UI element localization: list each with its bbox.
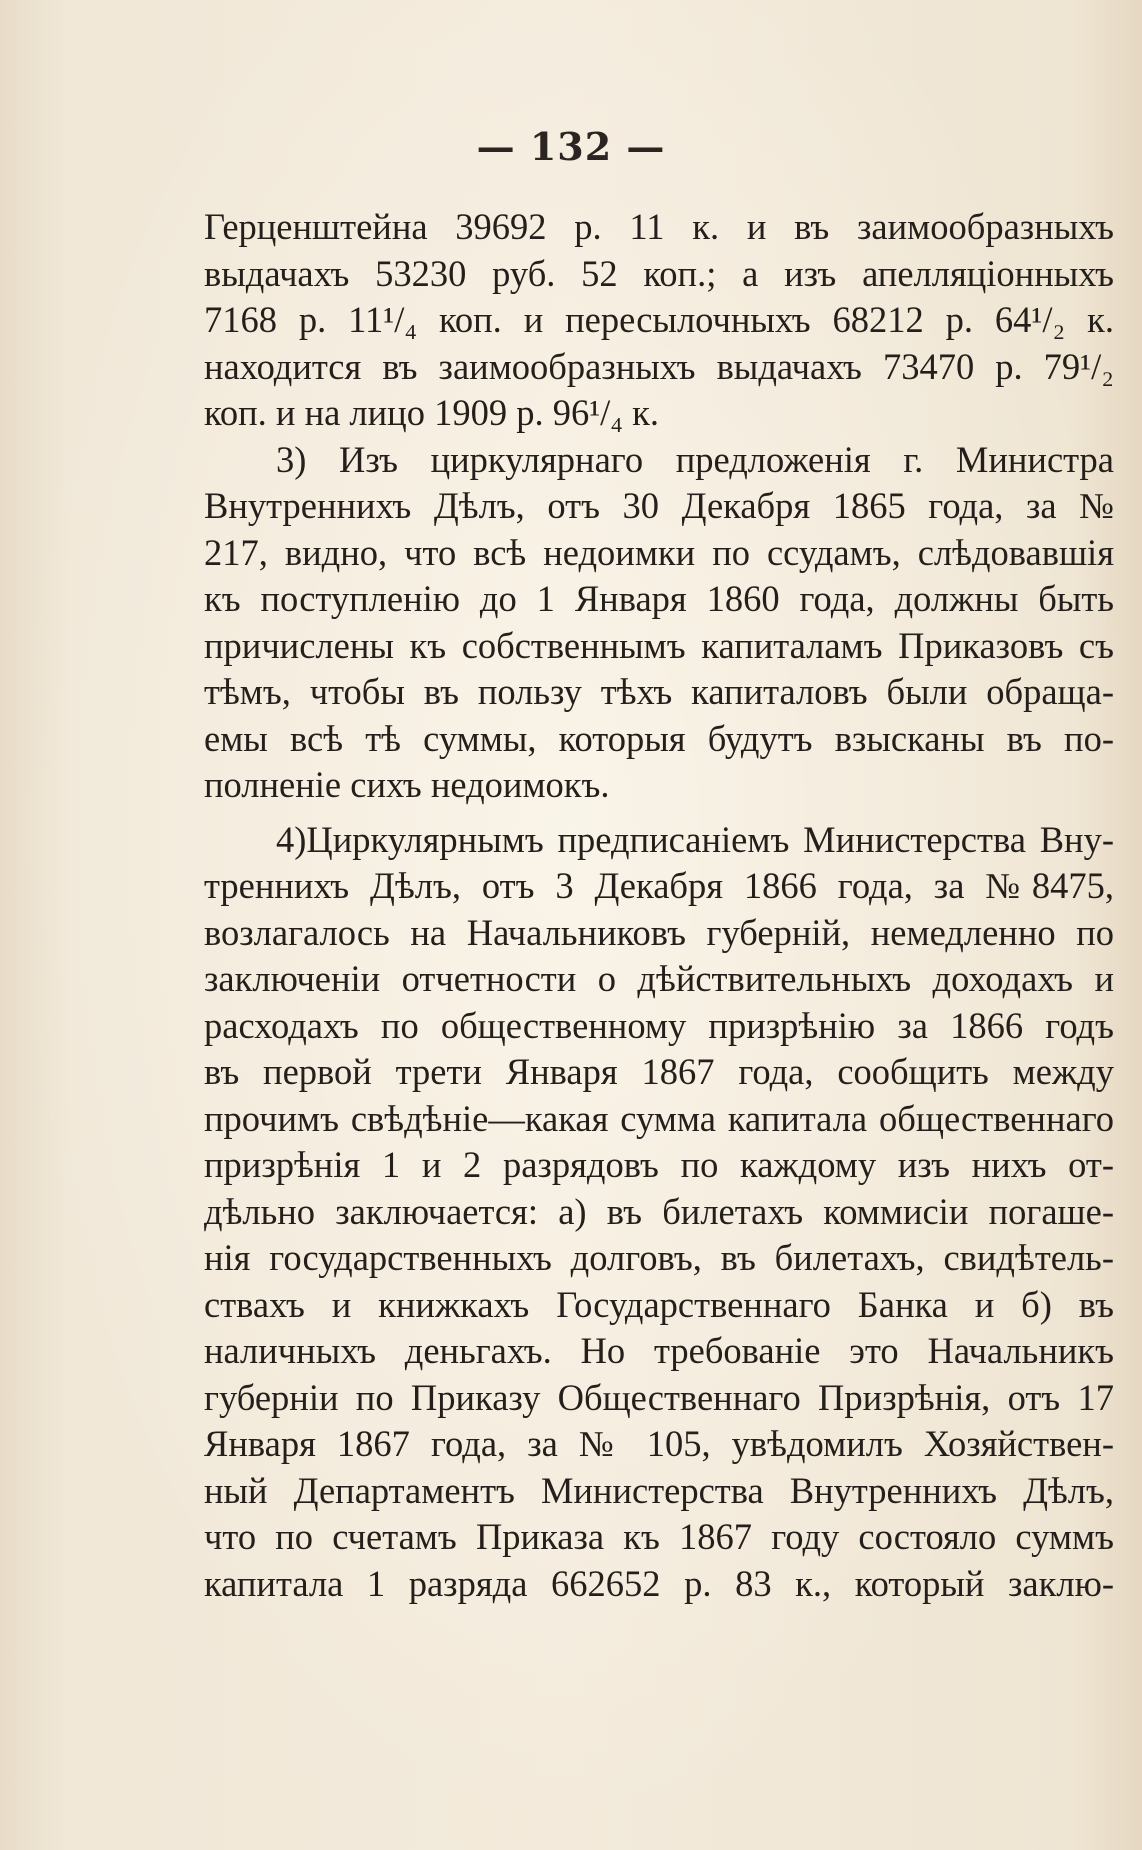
text-line: Герценштейна 39692 р. 11 к. и въ заимообразныхъ (204, 206, 1114, 247)
paragraph-4-start: 4)Циркулярнымъ предписаніемъ Министерства Вну- (276, 818, 1114, 860)
text-line: наличныхъ деньгахъ. Но требованіе это Начальникъ (204, 1330, 1114, 1371)
text-line: Января 1867 года, за № 105, увѣдомилъ Хозяйствен- (204, 1423, 1114, 1464)
text-line: прочимъ свѣдѣніе—какая сумма капитала общественнаго (204, 1097, 1114, 1139)
text-line: ствахъ и книжкахъ Государственнаго Банка и б) въ (204, 1283, 1114, 1325)
text-line: въ первой трети Января 1867 года, сообщить между (204, 1051, 1114, 1092)
text-line: губерніи по Приказу Общественнаго Призрѣнія, отъ 17 (204, 1376, 1114, 1418)
text-line: расходахъ по общественному призрѣнію за 1866 годъ (204, 1004, 1114, 1046)
page-number: — 132 — (476, 124, 666, 169)
text-line: коп. и на лицо 1909 р. 96¹/₄ к. (204, 392, 660, 433)
text-line: къ поступленію до 1 Января 1860 года, должны быть (204, 578, 1114, 619)
text-line: заключеніи отчетности о дѣйствительныхъ доходахъ и (204, 958, 1114, 999)
text-line: возлагалось на Начальниковъ губерній, немедленно по (204, 911, 1114, 953)
text-line: капитала 1 разряда 662652 р. 83 к., который заклю- (204, 1562, 1114, 1604)
text-line: находится въ заимообразныхъ выдачахъ 73470 р. 79¹/₂ (204, 345, 1114, 387)
body-text (204, 204, 1114, 1607)
text-line: причислены къ собственнымъ капиталамъ Приказовъ съ (204, 624, 1114, 666)
text-line: дѣльно заключается: а) въ билетахъ коммисіи погаше- (204, 1190, 1114, 1232)
text-line: призрѣнія 1 и 2 разрядовъ по каждому изъ нихъ от- (204, 1144, 1114, 1185)
text-line: полненіе сихъ недоимокъ. (204, 764, 610, 805)
text-line: 217, видно, что всѣ недоимки по ссудамъ, слѣдовавшія (204, 531, 1114, 573)
text-line: ный Департаментъ Министерства Внутреннихъ Дѣлъ, (204, 1469, 1114, 1511)
text-line: 7168 р. 11¹/₄ коп. и пересылочныхъ 68212 р. 64¹/₂ к. (204, 299, 1114, 340)
text-line: треннихъ Дѣлъ, отъ 3 Декабря 1866 года, за №8475, (204, 865, 1114, 906)
paragraph-3-start: 3) Изъ циркулярнаго предложенія г. Министра (276, 438, 1114, 480)
text-line: выдачахъ 53230 руб. 52 коп.; а изъ апелляціонныхъ (204, 252, 1114, 294)
text-line: Внутреннихъ Дѣлъ, отъ 30 Декабря 1865 года, за № (204, 485, 1114, 526)
text-line: нія государственныхъ долговъ, въ билетахъ, свидѣтель- (204, 1237, 1114, 1278)
text-line: что по счетамъ Приказа къ 1867 году состояло суммъ (204, 1516, 1114, 1557)
text-line: емы всѣ тѣ суммы, которыя будутъ взысканы въ по- (204, 717, 1114, 759)
text-line: тѣмъ, чтобы въ пользу тѣхъ капиталовъ были обраща- (204, 671, 1114, 712)
